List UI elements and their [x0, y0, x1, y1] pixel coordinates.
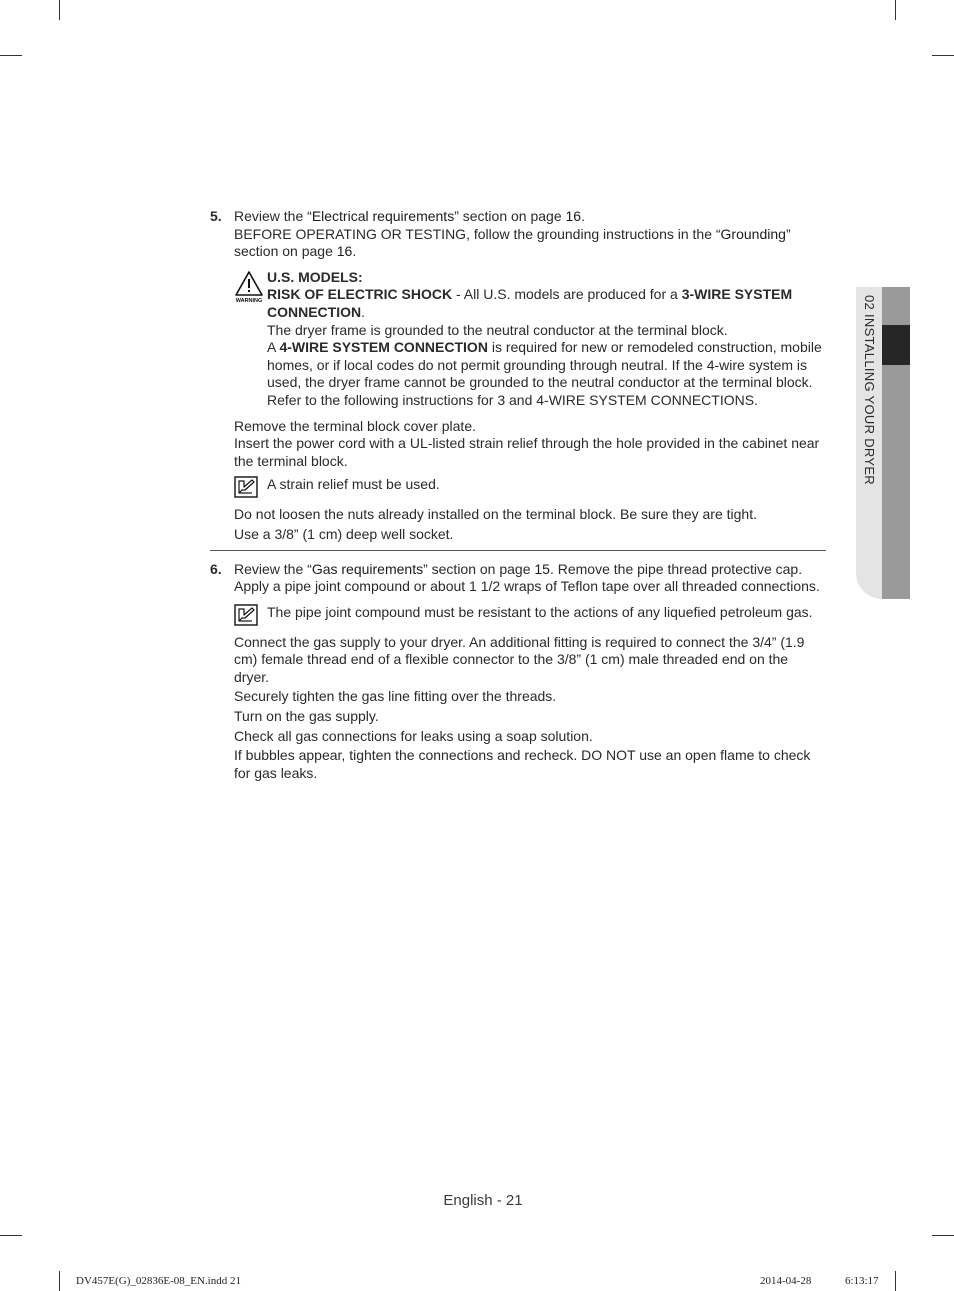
crop-mark: [0, 1235, 22, 1236]
nuts-text: Do not loosen the nuts already installed on the terminal block. Be sure they are tight.: [234, 506, 757, 523]
chapter-tab-marker: [882, 325, 910, 365]
text: ” section on page: [454, 208, 566, 224]
step-6-body: [234, 561, 826, 783]
text: ” section on page: [234, 225, 791, 260]
check-leaks-text: Check all gas connections for leaks using a soap solution.: [234, 727, 593, 744]
warning-four-wire: [267, 339, 826, 409]
text: .: [352, 243, 357, 260]
note-icon: [234, 604, 258, 626]
page-content: [210, 208, 826, 782]
note-block: [234, 604, 826, 628]
tighten-text: Securely tighten the gas line fitting over the threads.: [234, 688, 557, 705]
step-5-body: [234, 208, 826, 544]
crop-mark: [0, 55, 22, 56]
text: RISK OF ELECTRIC SHOCK: [267, 286, 453, 303]
crop-mark: [932, 1235, 954, 1236]
turn-on-text: Turn on the gas supply.: [234, 708, 379, 725]
text: BEFORE OPERATING OR TESTING, follow the grounding instructions in the “: [234, 225, 721, 242]
text: Review the “: [234, 208, 312, 224]
warning-icon-label: WARNING: [235, 297, 263, 304]
print-slug-file: DV457E(G)_02836E-08_EN.indd 21: [76, 1275, 241, 1287]
text: is required for new or remodeled construction, mobile homes, or if local codes do not permit grounding through neutral. If the 4-wire system is used, the dryer frame cannot be grounded to the neutral conductor at the terminal block. Refer to the following instructions for 3 and 4-WIRE SYSTEM CONNECTIONS.: [267, 339, 822, 408]
text: 3-WIRE SYSTEM CONNECTION: [267, 286, 793, 320]
step-number: 5.: [210, 208, 222, 224]
warning-frame: The dryer frame is grounded to the neutral conductor at the terminal block.: [267, 321, 728, 338]
note-icon: [234, 476, 258, 498]
bubbles-text: If bubbles appear, tighten the connections and recheck. DO NOT use an open flame to check for gas leaks.: [234, 747, 811, 781]
crop-mark: [932, 55, 954, 56]
socket-text: Use a 3/8” (1 cm) deep well socket.: [234, 525, 454, 542]
step-5-before-operating: [234, 226, 826, 261]
text: Review the “: [234, 560, 312, 577]
warning-block: [234, 269, 826, 410]
page-number-label: English - 21: [443, 1192, 523, 1209]
crop-mark: [895, 0, 896, 20]
warning-text: [267, 269, 826, 410]
grounding-link[interactable]: Grounding: [720, 225, 786, 242]
warning-title: [267, 269, 826, 287]
text: . Remove the pipe thread protective cap. Apply a pipe joint compound or about 1 1/2 wraps of Teflon tape over all threaded connections.: [234, 560, 820, 595]
step-number: 6.: [210, 560, 222, 577]
crop-mark: [59, 0, 60, 20]
text: .: [361, 303, 366, 320]
step-5: [210, 208, 826, 544]
insert-cord-text: Insert the power cord with a UL-listed strain relief through the hole provided in the cabinet near the terminal block.: [234, 435, 820, 469]
print-slug-time: 6:13:17: [845, 1275, 879, 1287]
page-number: [0, 1192, 954, 1210]
note-block: [234, 476, 826, 500]
warning-icon: [234, 270, 264, 304]
gas-requirements-link[interactable]: Gas requirements: [311, 560, 424, 577]
page-ref[interactable]: 16: [336, 243, 353, 260]
electrical-requirements-link[interactable]: Electrical requirements: [311, 208, 455, 224]
step-6-intro: [234, 561, 826, 596]
page-ref[interactable]: 15: [534, 560, 550, 577]
crop-mark: [895, 1271, 896, 1291]
connect-gas-text: Connect the gas supply to your dryer. An additional fitting is required to connect the 3/4” (1.9 cm) female thread end of a flexible connector to the 3/8” (1 cm) male threaded end on the dryer.: [234, 633, 805, 685]
page-ref[interactable]: 16: [565, 208, 582, 224]
crop-mark: [59, 1271, 60, 1291]
text: 4-WIRE SYSTEM CONNECTION: [279, 339, 488, 356]
text: .: [581, 208, 585, 224]
text: ” section on page: [423, 560, 535, 577]
chapter-tab: [856, 287, 910, 599]
print-slug-date: 2014-04-28: [760, 1275, 812, 1287]
step-5-review: [234, 208, 826, 226]
section-divider: [210, 550, 826, 551]
text: - All U.S. models are produced for a: [452, 286, 682, 303]
warning-risk: [267, 286, 826, 321]
note-text: The pipe joint compound must be resistant to the actions of any liquefied petroleum gas.: [267, 603, 813, 620]
text: U.S. MODELS:: [267, 268, 363, 285]
chapter-tab-label: 02 INSTALLING YOUR DRYER: [862, 295, 877, 485]
note-text: A strain relief must be used.: [267, 476, 440, 493]
text: A: [267, 339, 280, 356]
step-6: [210, 561, 826, 783]
remove-cover-text: Remove the terminal block cover plate.: [234, 417, 476, 434]
